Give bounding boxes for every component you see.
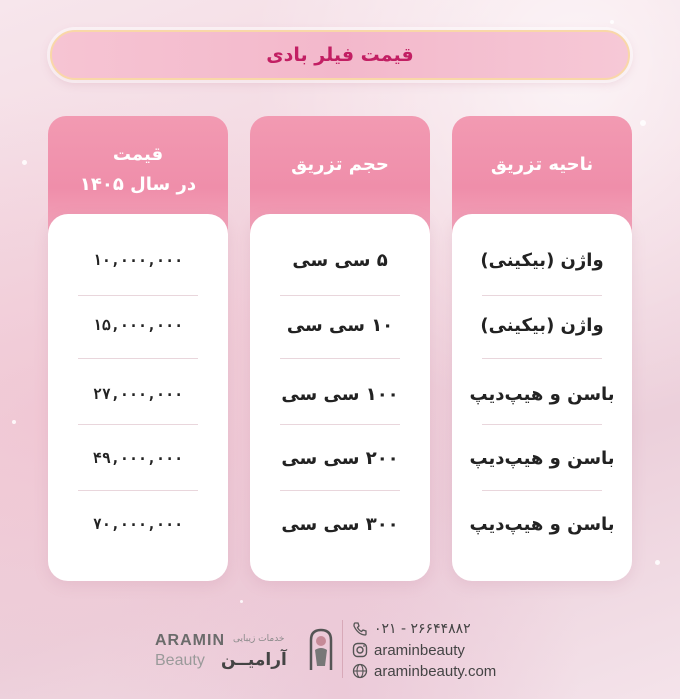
table-cell: ۲۷,۰۰۰,۰۰۰: [92, 385, 184, 403]
globe-icon: [352, 663, 368, 679]
table-cell: واژن (بیکینی): [480, 314, 604, 336]
column-price: [48, 116, 228, 581]
phone-icon: [352, 621, 368, 637]
row-divider: [482, 295, 602, 296]
brand-name-fa: آرامیــن: [221, 650, 287, 670]
row-divider: [280, 424, 400, 425]
column-header-label: ناحیه تزریق: [490, 154, 594, 175]
sparkle-decoration: [240, 600, 243, 603]
instagram-handle: araminbeauty: [374, 641, 465, 659]
sparkle-decoration: [640, 120, 646, 126]
page-title: قیمت فیلر بادی: [266, 44, 414, 66]
table-cell: ۱۵,۰۰۰,۰۰۰: [92, 316, 184, 334]
brand-mark-icon: [305, 626, 335, 672]
row-divider: [78, 490, 198, 491]
brand-logo: [155, 620, 335, 680]
table-cell: ۱۰ سی سی: [286, 314, 394, 336]
table-cell: باسن و هیپ‌دیپ: [469, 447, 615, 469]
column-body: [452, 214, 632, 581]
sparkle-decoration: [22, 160, 27, 165]
table-cell: ۷۰,۰۰۰,۰۰۰: [92, 515, 184, 533]
table-cell: باسن و هیپ‌دیپ: [469, 383, 615, 405]
sparkle-decoration: [12, 420, 16, 424]
row-divider: [280, 358, 400, 359]
column-header-label: قیمت: [112, 144, 164, 165]
column-body: [48, 214, 228, 581]
sparkle-decoration: [610, 20, 614, 24]
row-divider: [482, 358, 602, 359]
contact-website[interactable]: [352, 660, 496, 682]
footer: [0, 608, 680, 688]
row-divider: [280, 490, 400, 491]
table-cell: ۴۹,۰۰۰,۰۰۰: [92, 449, 184, 467]
table-cell: ۳۰۰ سی سی: [281, 513, 399, 535]
table-cell: واژن (بیکینی): [480, 249, 604, 271]
table-cell: ۲۰۰ سی سی: [281, 447, 399, 469]
row-divider: [78, 295, 198, 296]
brand-tagline-fa: خدمات زیبایی: [233, 634, 285, 644]
row-divider: [482, 490, 602, 491]
brand-name-en: ARAMIN: [155, 632, 225, 649]
instagram-icon: [352, 642, 368, 658]
row-divider: [280, 295, 400, 296]
row-divider: [482, 424, 602, 425]
table-cell: ۱۰,۰۰۰,۰۰۰: [92, 251, 184, 269]
title-banner: [50, 30, 630, 80]
brand-name-en-sub: Beauty: [155, 652, 205, 669]
website-url: araminbeauty.com: [374, 662, 497, 680]
column-header-label: حجم تزریق: [291, 154, 389, 175]
column-header-sublabel: در سال ۱۴۰۵: [79, 174, 197, 195]
contact-instagram[interactable]: [352, 639, 465, 661]
table-cell: ۱۰۰ سی سی: [281, 383, 399, 405]
table-cell: باسن و هیپ‌دیپ: [469, 513, 615, 535]
phone-number: ۰۲۱ - ۲۶۶۴۴۸۸۲: [374, 621, 471, 637]
column-injection-area: [452, 116, 632, 581]
column-body: [250, 214, 430, 581]
table-cell: ۵ سی سی: [292, 249, 388, 271]
footer-divider: [342, 620, 343, 678]
contact-phone[interactable]: [352, 618, 471, 640]
row-divider: [78, 424, 198, 425]
row-divider: [78, 358, 198, 359]
sparkle-decoration: [655, 560, 660, 565]
column-injection-volume: [250, 116, 430, 581]
